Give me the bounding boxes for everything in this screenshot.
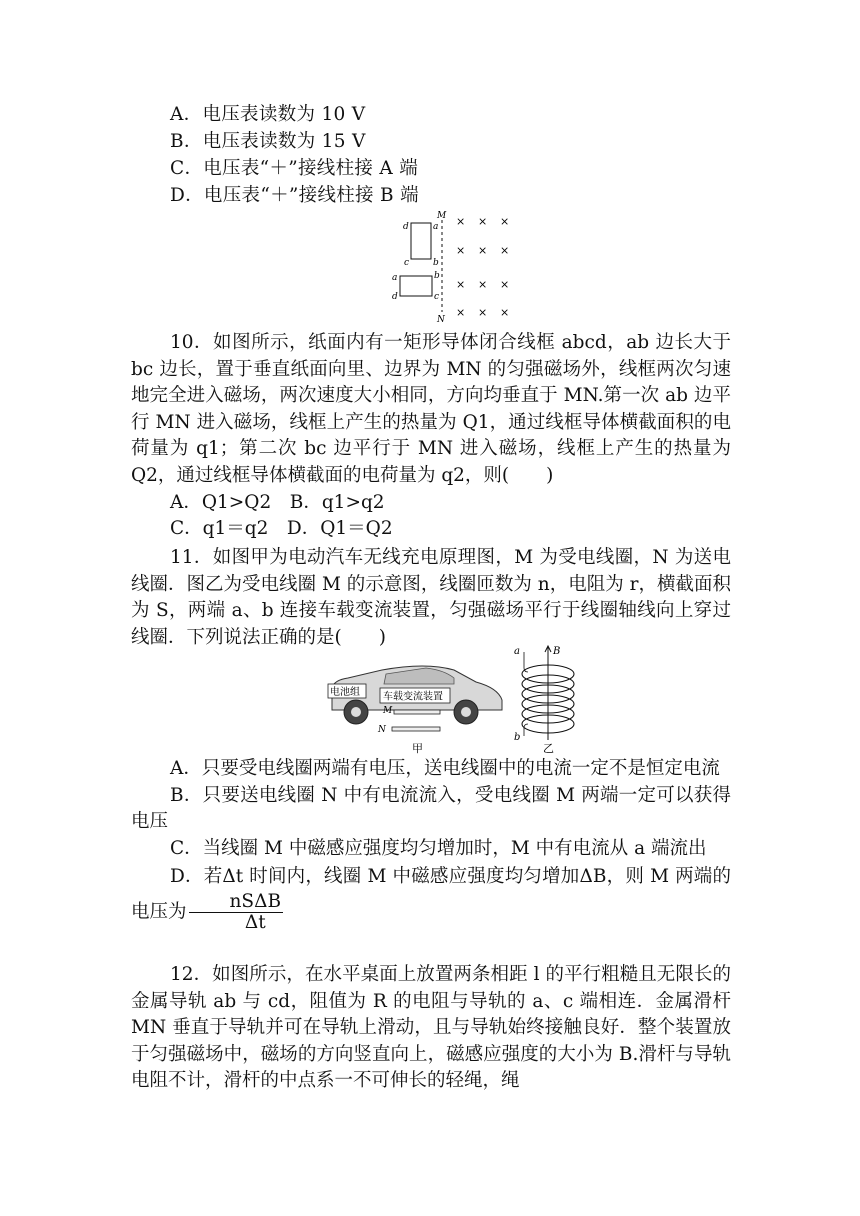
q12-stem: 12．如图所示，在水平桌面上放置两条相距 l 的平行粗糙且无限长的金属导轨 ab 与 cd，阻值为 R 的电阻与导轨的 a、c 端相连．金属滑杆 MN 垂直于导轨并可在导轨上滑动，且与导轨始终接触良好．整个装置放于匀强磁场中，磁场的方向竖直向上，磁感应强度的大小为 B.滑杆与导轨电阻不计，滑杆的中点系一不可伸长的轻绳，绳: [131, 964, 731, 1092]
svg-text:×: ×: [500, 215, 510, 228]
svg-text:×: ×: [456, 306, 466, 319]
caption-yi: 乙: [543, 742, 554, 755]
svg-text:×: ×: [478, 278, 488, 291]
coil-m: [394, 710, 440, 714]
frame-vertical: [411, 223, 431, 259]
q9-option-a: A．电压表读数为 10 V: [170, 104, 366, 125]
fraction-denominator: Δt: [244, 912, 266, 934]
svg-text:×: ×: [478, 215, 488, 228]
label-a-terminal: a: [514, 646, 520, 657]
q9-option-c: C．电压表“＋”接线柱接 A 端: [170, 158, 418, 179]
q10-stem: 10．如图所示，纸面内有一矩形导体闭合线框 abcd，ab 边长大于 bc 边长，置于垂直纸面向里、边界为 MN 的匀强磁场外，线框两次匀速地完全进入磁场，两次速度大小相同，方向均垂直于 MN.第一次 ab 边平行 MN 进入磁场，线框上产生的热量为 Q1，通过线框导体横截面积的电荷量为 q1；第二次 bc 边平行于 MN 进入磁场，线框上产生的热量为 Q2，通过线框导体横截面的电荷量为 q2，则( ): [131, 332, 731, 486]
q10-figure: [388, 208, 520, 324]
label-a1: a: [433, 222, 439, 232]
svg-text:×: ×: [456, 215, 466, 228]
rear-hub: [461, 707, 471, 717]
q11-options: [131, 756, 731, 933]
q11-option-b: B．只要送电线圈 N 中有电流流入，受电线圈 M 两端一定可以获得电压: [131, 784, 731, 833]
coil-n-label: N: [378, 725, 386, 735]
label-a2: a: [392, 273, 398, 283]
fraction-numerator: nSΔB: [189, 892, 284, 913]
label-b-terminal: b: [514, 732, 521, 743]
q11-stem: 11．如图甲为电动汽车无线充电原理图，M 为受电线圈，N 为送电线圈．图乙为受电线圈 M 的示意图，线圈匝数为 n，电阻为 r，横截面积为 S，两端 a、b 连接车载变流装置，匀强磁场平行于线圈轴线向上穿过线圈．下列说法正确的是( ): [131, 547, 731, 648]
q10-options-cd: C．q1＝q2 D．Q1＝Q2: [170, 518, 393, 540]
svg-text:×: ×: [500, 278, 510, 291]
q11-option-d-fraction: [189, 892, 284, 933]
q9-option-d: D．电压表“＋”接线柱接 B 端: [170, 185, 419, 206]
svg-text:×: ×: [478, 244, 488, 257]
coil-n: [392, 727, 440, 731]
field-crosses: [456, 215, 509, 319]
figure-yi-coil: [510, 644, 586, 756]
svg-text:×: ×: [456, 244, 466, 257]
svg-text:×: ×: [478, 306, 488, 319]
svg-text:×: ×: [456, 278, 466, 291]
q11-option-a: A．只要受电线圈两端有电压，送电线圈中的电流一定不是恒定电流: [170, 758, 720, 779]
label-d2: d: [392, 292, 398, 302]
label-b-field: B: [553, 646, 561, 657]
q10-options-ab: A．Q1>Q2 B．q1>q2: [170, 491, 385, 513]
svg-text:×: ×: [500, 244, 510, 257]
label-b1: b: [433, 258, 439, 268]
battery-label: 电池组: [330, 687, 360, 698]
caption-jia: 甲: [412, 742, 423, 755]
coil-m-label: M: [383, 706, 393, 716]
label-b2: b: [434, 271, 440, 281]
label-n: N: [437, 315, 445, 324]
label-m: M: [437, 211, 447, 221]
figure-jia-car: [326, 660, 508, 756]
q11-option-d: [131, 862, 731, 933]
label-c2: c: [434, 292, 440, 302]
label-c1: c: [404, 258, 410, 268]
label-d1: d: [403, 222, 409, 232]
q11-option-d-text: D．若Δt 时间内，线圈 M 中磁感应强度均匀增加ΔB，则 M 两端的电压为: [131, 866, 731, 923]
q11-stem-block: [131, 545, 731, 651]
q12-block: [131, 962, 731, 1095]
svg-text:×: ×: [500, 306, 510, 319]
front-hub: [351, 707, 361, 717]
q10-block: [131, 330, 731, 543]
q9-option-b: B．电压表读数为 15 V: [170, 131, 366, 152]
converter-label: 车载变流装置: [383, 691, 443, 703]
q11-option-c: C．当线圈 M 中磁感应强度均匀增加时，M 中有电流从 a 端流出: [170, 837, 707, 859]
frame-horizontal: [400, 276, 432, 296]
